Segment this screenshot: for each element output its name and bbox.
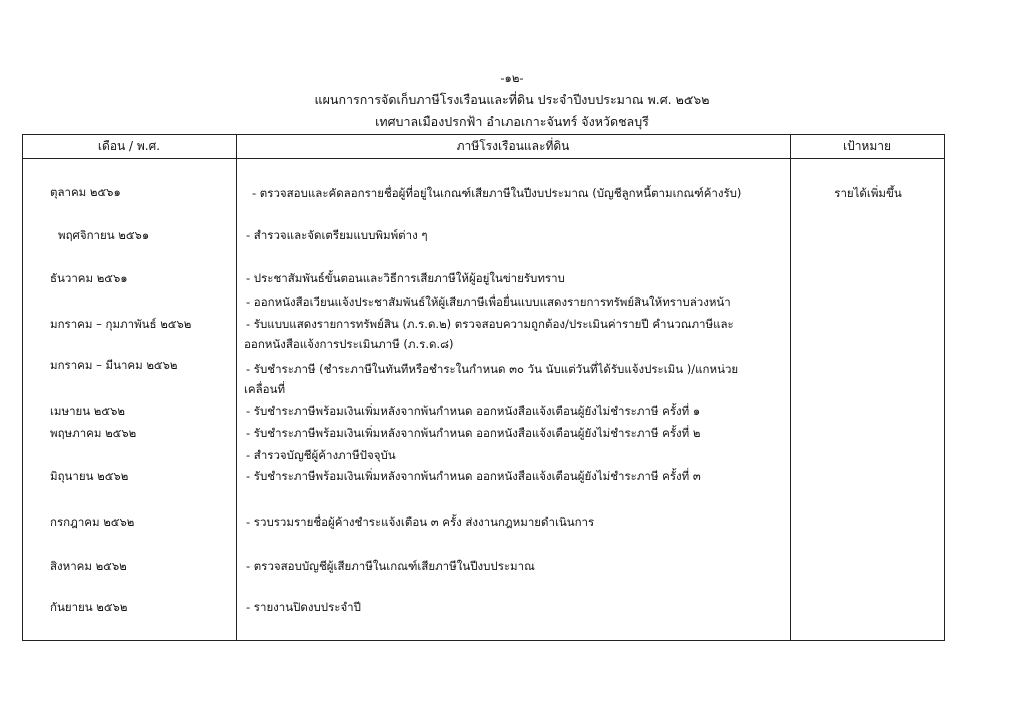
- header-activity: ภาษีโรงเรือนและที่ดิน: [456, 139, 570, 153]
- activity-line: - รายงานปิดงบประจำปี: [246, 600, 361, 614]
- activity-line: - ออกหนังสือเวียนแจ้งประชาสัมพันธ์ให้ผู้เสียภาษีเพื่อยื่นแบบแสดงรายการทรัพย์สินให้ทราบล่วงหน้า: [246, 295, 731, 309]
- activity-line: ออกหนังสือแจ้งการประเมินภาษี (ภ.ร.ด.๘): [244, 337, 454, 351]
- activity-line: - รับแบบแสดงรายการทรัพย์สิน (ภ.ร.ด.๒) ตรวจสอบความถูกต้อง/ประเมินค่ารายปี คำนวณภาษีและ: [246, 317, 734, 331]
- month-dec: ธันวาคม ๒๕๖๑: [50, 271, 128, 285]
- activity-line: - ประชาสัมพันธ์ขั้นตอนและวิธีการเสียภาษีให้ผู้อยู่ในข่ายรับทราบ: [246, 271, 565, 285]
- month-jun: มิถุนายน ๒๕๖๒: [50, 469, 129, 483]
- table-right-border: [944, 134, 945, 641]
- header-month: เดือน / พ.ศ.: [97, 139, 161, 153]
- document-subtitle: เทศบาลเมืองปรกฟ้า อำเภอเกาะจันทร์ จังหวัดชลบุรี: [375, 114, 649, 129]
- table-column-divider-2: [790, 134, 791, 641]
- month-oct: ตุลาคม ๒๕๖๑: [50, 185, 121, 199]
- month-sep: กันยายน ๒๕๖๒: [50, 600, 128, 614]
- header-target: เป้าหมาย: [842, 139, 892, 153]
- activity-line: - รวบรวมรายชื่อผู้ค้างชำระแจ้งเตือน ๓ ครั้ง ส่งงานกฎหมายดำเนินการ: [246, 515, 595, 529]
- target-text: รายได้เพิ่มขึ้น: [834, 186, 902, 200]
- activity-line: - สำรวจและจัดเตรียมแบบพิมพ์ต่าง ๆ: [246, 228, 428, 242]
- table-column-divider-1: [236, 134, 237, 641]
- activity-line: - สำรวจบัญชีผู้ค้างภาษีปัจจุบัน: [246, 448, 396, 462]
- activity-line: - รับชำระภาษีพร้อมเงินเพิ่มหลังจากพ้นกำหนด ออกหนังสือแจ้งเตือนผู้ยังไม่ชำระภาษี ครั้งที่ ๒: [246, 426, 701, 440]
- table-left-border: [22, 134, 23, 641]
- activity-line: - รับชำระภาษีพร้อมเงินเพิ่มหลังจากพ้นกำหนด ออกหนังสือแจ้งเตือนผู้ยังไม่ชำระภาษี ครั้งที่ ๑: [246, 404, 701, 418]
- page-number: -๑๒-: [500, 71, 524, 85]
- activity-line: - ตรวจสอบและคัดลอกรายชื่อผู้ที่อยู่ในเกณฑ์เสียภาษีในปีงบประมาณ (บัญชีลูกหนี้ตามเกณฑ์ค้างรับ): [252, 186, 742, 200]
- activity-line: - รับชำระภาษี (ชำระภาษีในทันทีหรือชำระในกำหนด ๓๐ วัน นับแต่วันที่ได้รับแจ้งประเมิน )/แกหน่วย: [246, 362, 739, 376]
- table-bottom-border: [22, 640, 945, 641]
- month-may: พฤษภาคม ๒๕๖๒: [50, 426, 137, 440]
- month-nov: พฤศจิกายน ๒๕๖๑: [58, 228, 150, 242]
- month-jan-feb: มกราคม – กุมภาพันธ์ ๒๕๖๒: [50, 317, 192, 331]
- month-aug: สิงหาคม ๒๕๖๒: [50, 559, 127, 573]
- month-jul: กรกฎาคม ๒๕๖๒: [50, 515, 135, 529]
- table-top-border: [22, 134, 945, 135]
- table-header-divider: [22, 158, 945, 159]
- document-title: แผนการการจัดเก็บภาษีโรงเรือนและที่ดิน ประจำปีงบประมาณ พ.ศ. ๒๕๖๒: [314, 92, 710, 107]
- activity-line: - รับชำระภาษีพร้อมเงินเพิ่มหลังจากพ้นกำหนด ออกหนังสือแจ้งเตือนผู้ยังไม่ชำระภาษี ครั้งที่ ๓: [246, 469, 701, 483]
- activity-line: เคลื่อนที่: [244, 382, 286, 396]
- activity-line: - ตรวจสอบบัญชีผู้เสียภาษีในเกณฑ์เสียภาษีในปีงบประมาณ: [246, 559, 535, 573]
- month-jan-mar: มกราคม – มีนาคม ๒๕๖๒: [50, 358, 178, 372]
- month-apr: เมษายน ๒๕๖๒: [50, 404, 125, 418]
